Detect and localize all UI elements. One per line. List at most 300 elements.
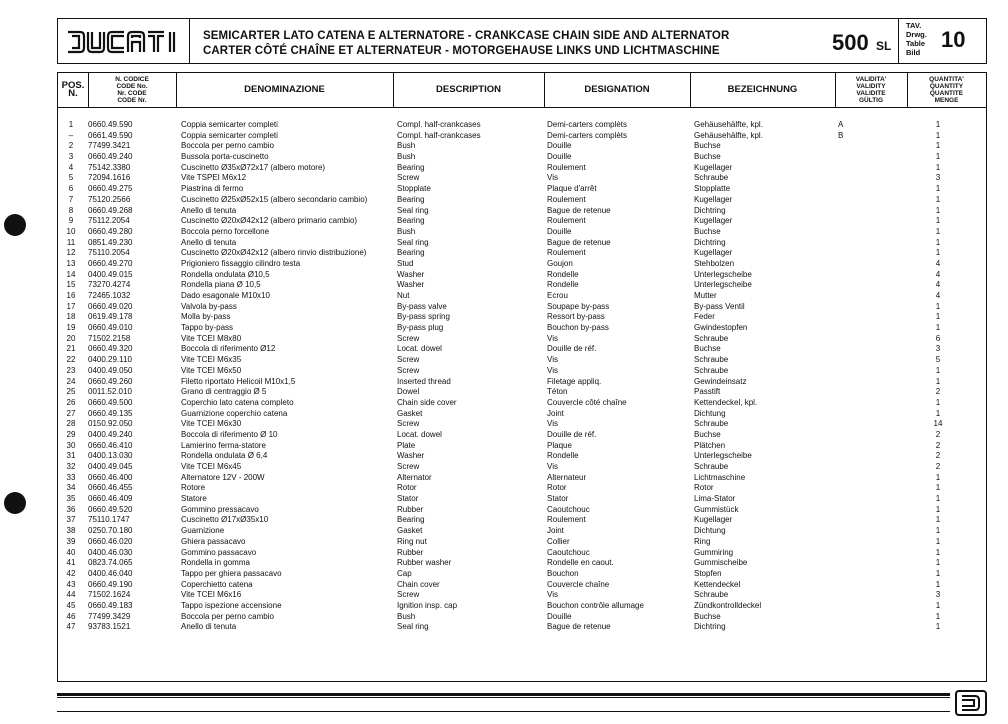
- row-quantity: 1: [935, 130, 941, 140]
- row-designation: Alternateur: [547, 472, 587, 482]
- row-quantity: 1: [935, 376, 941, 386]
- column-header-validity-line: VALIDITA': [855, 76, 887, 83]
- row-bezeichnung: Gummischeibe: [694, 558, 748, 568]
- row-bezeichnung: Schraube: [694, 462, 729, 471]
- column-header-validity-line: VALIDITE: [856, 90, 886, 97]
- row-quantity: 1: [935, 301, 941, 311]
- row-bezeichnung: Dichtung: [694, 408, 726, 418]
- table-row: [58, 238, 986, 249]
- model-suffix: SL: [876, 39, 892, 53]
- row-bezeichnung: Schraube: [694, 333, 729, 343]
- row-designation: Vis: [547, 590, 558, 600]
- row-code: 0660.46.020: [88, 536, 133, 546]
- row-quantity: 1: [935, 558, 941, 568]
- row-bezeichnung: Gwindestopfen: [694, 323, 748, 333]
- row-description: Stopplate: [397, 184, 431, 194]
- row-designation: Douille: [547, 611, 572, 621]
- parts-table: [57, 72, 987, 682]
- page-title-line1: SEMICARTER LATO CATENA E ALTERNATORE - CRANKCASE CHAIN SIDE AND ALTERNATOR: [203, 30, 730, 42]
- row-bezeichnung: Gummistück: [694, 504, 739, 514]
- row-description: Washer: [397, 269, 425, 279]
- row-quantity: 4: [935, 280, 941, 290]
- row-pos: 28: [66, 419, 76, 429]
- row-denominazione: Lamierino ferma-statore: [181, 440, 266, 450]
- row-pos: 8: [68, 205, 74, 215]
- row-quantity: 3: [935, 590, 941, 600]
- row-description: Screw: [397, 419, 420, 429]
- column-header-code-line: CODE Nr.: [117, 97, 147, 104]
- row-bezeichnung: Dichtring: [694, 205, 726, 215]
- row-pos: 12: [66, 248, 76, 258]
- row-bezeichnung: Mutter: [694, 291, 717, 300]
- footer-rule: [57, 711, 950, 712]
- row-code: 0823.74.065: [88, 558, 133, 568]
- column-header-pos: [58, 73, 88, 107]
- row-description: Bush: [397, 226, 416, 236]
- row-pos: 38: [66, 526, 76, 536]
- row-description: Rubber washer: [397, 558, 452, 568]
- row-denominazione: Rondella ondulata Ø 6,4: [181, 451, 268, 461]
- row-denominazione: Anello di tenuta: [181, 205, 237, 215]
- row-denominazione: Anello di tenuta: [181, 237, 237, 247]
- table-row: [58, 195, 986, 206]
- row-description: Dowel: [397, 387, 420, 397]
- ducati-d-icon-graphic: [955, 690, 987, 716]
- row-description: Screw: [397, 355, 420, 365]
- row-designation: Rondelle: [547, 451, 579, 461]
- row-code: 0400.46.030: [88, 547, 133, 557]
- row-quantity: 2: [935, 451, 941, 461]
- header-divider: [898, 19, 899, 63]
- row-pos: 10: [66, 226, 76, 236]
- row-description: Washer: [397, 451, 425, 461]
- row-denominazione: Cuscinetto Ø20xØ42x12 (albero rinvio distribuzione): [181, 248, 367, 258]
- row-designation: Vis: [547, 173, 558, 183]
- table-row: [58, 366, 986, 377]
- row-quantity: 2: [935, 462, 941, 471]
- row-designation: Vis: [547, 333, 558, 343]
- row-pos: 32: [66, 462, 76, 471]
- row-code: 0660.49.268: [88, 205, 133, 215]
- row-bezeichnung: Kugellager: [694, 194, 733, 204]
- row-code: 73270.4274: [88, 280, 131, 290]
- row-code: 0660.49.190: [88, 579, 133, 589]
- row-denominazione: Gommino passacavo: [181, 547, 257, 557]
- row-designation: Douille: [547, 226, 572, 236]
- row-description: Locat. dowel: [397, 344, 442, 354]
- row-quantity: 1: [935, 141, 941, 151]
- row-code: 77499.3421: [88, 141, 131, 151]
- column-header-validity-line: VALIDITY: [856, 83, 886, 90]
- row-bezeichnung: Plätchen: [694, 440, 726, 450]
- row-denominazione: Statore: [181, 494, 207, 504]
- row-pos: 35: [66, 494, 76, 504]
- table-row: [58, 173, 986, 184]
- column-header-quantity-line: QUANTITY: [929, 83, 964, 90]
- row-quantity: 1: [935, 323, 941, 333]
- row-quantity: 1: [935, 483, 941, 493]
- row-designation: Rondelle en caout.: [547, 558, 614, 568]
- row-denominazione: Anello di tenuta: [181, 622, 237, 632]
- row-code: 0619.49.178: [88, 312, 133, 322]
- punch-hole: [4, 492, 26, 514]
- row-designation: Bouchon contrôle allumage: [547, 600, 644, 610]
- row-pos: 4: [68, 162, 74, 172]
- row-description: Bearing: [397, 194, 425, 204]
- row-designation: Roulement: [547, 248, 586, 258]
- row-code: 0660.49.183: [88, 600, 133, 610]
- row-bezeichnung: Schraube: [694, 365, 729, 375]
- column-header-quantity-line: QUANTITE: [929, 90, 964, 97]
- row-code: 0660.49.020: [88, 301, 133, 311]
- table-row: [58, 302, 986, 313]
- column-header-code-line: Nr. CODE: [117, 90, 147, 97]
- row-denominazione: Guarnizione coperchio catena: [181, 408, 288, 418]
- model-number: 500: [832, 30, 869, 55]
- row-quantity: 1: [935, 397, 941, 407]
- table-row: [58, 206, 986, 217]
- table-row: [58, 462, 986, 473]
- row-description: Bearing: [397, 162, 425, 172]
- row-code: 71502.2158: [88, 333, 131, 343]
- table-row: [58, 355, 986, 366]
- row-bezeichnung: Schraube: [694, 173, 729, 183]
- row-denominazione: Rondella piana Ø 10,5: [181, 280, 261, 290]
- table-row: [58, 131, 986, 142]
- row-pos: 18: [66, 312, 76, 322]
- table-row: [58, 526, 986, 537]
- table-label-bild: Bild: [906, 48, 921, 57]
- row-pos: 39: [66, 536, 76, 546]
- row-bezeichnung: Feder: [694, 312, 715, 322]
- row-description: Stud: [397, 258, 414, 268]
- row-quantity: 1: [935, 515, 941, 525]
- row-description: Bearing: [397, 248, 425, 258]
- column-header-description: [393, 73, 544, 107]
- row-designation: Caoutchouc: [547, 547, 590, 557]
- row-code: 75142.3380: [88, 162, 131, 172]
- column-header-label: DESCRIPTION: [436, 84, 501, 95]
- row-code: 0661.49.590: [88, 130, 133, 140]
- row-code: 0400.46.040: [88, 568, 133, 578]
- row-bezeichnung: Buchse: [694, 611, 721, 621]
- row-pos: 27: [66, 408, 76, 418]
- row-description: By-pass plug: [397, 323, 444, 333]
- column-header-validity-line: GÜLTIG: [858, 97, 884, 104]
- row-pos: 5: [68, 173, 74, 183]
- row-description: Bearing: [397, 216, 425, 226]
- row-pos: 31: [66, 451, 76, 461]
- row-bezeichnung: Buchse: [694, 152, 721, 162]
- header-divider: [189, 19, 190, 63]
- table-row: [58, 601, 986, 612]
- row-pos: 14: [66, 269, 76, 279]
- column-header-code: [88, 73, 176, 107]
- row-denominazione: Boccola perno forcellone: [181, 226, 270, 236]
- row-denominazione: Cuscinetto Ø25xØ52x15 (albero secondario cambio): [181, 194, 368, 204]
- table-row: [58, 398, 986, 409]
- column-header-label: DENOMINAZIONE: [244, 84, 325, 95]
- row-description: Rotor: [397, 483, 417, 493]
- row-bezeichnung: Unterlegscheibe: [694, 269, 752, 279]
- row-code: 0851.49.230: [88, 237, 133, 247]
- row-designation: Ecrou: [547, 291, 568, 300]
- row-description: Gasket: [397, 408, 423, 418]
- row-description: Chain cover: [397, 579, 440, 589]
- row-quantity: 1: [935, 579, 941, 589]
- row-description: Seal ring: [397, 237, 429, 247]
- row-denominazione: Tappo per ghiera passacavo: [181, 568, 282, 578]
- table-row: [58, 441, 986, 452]
- row-bezeichnung: Rotor: [694, 483, 714, 493]
- row-description: Screw: [397, 333, 420, 343]
- row-pos: 25: [66, 387, 76, 397]
- row-code: 75110.2054: [88, 248, 130, 258]
- row-bezeichnung: Kettendeckel, kpl.: [694, 397, 758, 407]
- row-code: 75120.2566: [88, 194, 131, 204]
- row-quantity: 1: [935, 216, 941, 226]
- row-bezeichnung: Schraube: [694, 419, 729, 429]
- row-pos: 19: [66, 323, 76, 333]
- row-quantity: 1: [935, 622, 941, 632]
- row-designation: Bouchon by-pass: [547, 323, 609, 333]
- column-header-pos-line: N.: [68, 88, 78, 99]
- row-pos: 13: [66, 258, 76, 268]
- row-designation: Couvercle côté chaîne: [547, 397, 627, 407]
- row-description: Compl. half-crankcases: [397, 130, 481, 140]
- row-designation: Filetage appliq.: [547, 376, 602, 386]
- footer-rule: [57, 697, 950, 698]
- row-bezeichnung: Unterlegscheibe: [694, 280, 752, 290]
- row-denominazione: Cuscinetto Ø20xØ42x12 (albero primario cambio): [181, 216, 358, 226]
- table-row: [58, 377, 986, 388]
- row-denominazione: Rondella ondulata Ø10,5: [181, 269, 270, 279]
- row-quantity: 1: [935, 365, 941, 375]
- table-row: [58, 537, 986, 548]
- column-header-pos-line: POS.: [61, 80, 85, 91]
- row-denominazione: Boccola per perno cambio: [181, 611, 274, 621]
- row-denominazione: Vite TCEI M6x35: [181, 355, 242, 365]
- row-bezeichnung: Buchse: [694, 226, 721, 236]
- table-row: [58, 622, 986, 633]
- row-designation: Bague de retenue: [547, 622, 611, 632]
- row-validity: B: [838, 130, 844, 140]
- column-header-code-line: CODE No.: [116, 83, 148, 90]
- row-description: By-pass valve: [397, 301, 447, 311]
- row-quantity: 1: [935, 568, 941, 578]
- column-header-designation: [544, 73, 690, 107]
- row-bezeichnung: Gehäusehälfte, kpl.: [694, 130, 763, 140]
- table-row: [58, 483, 986, 494]
- row-denominazione: Coppia semicarter completi: [181, 120, 278, 129]
- row-code: 0400.49.045: [88, 462, 133, 471]
- ducati-logo: [66, 28, 182, 56]
- row-bezeichnung: Buchse: [694, 429, 721, 439]
- row-bezeichnung: By-pass Ventil: [694, 301, 745, 311]
- table-label-tav: TAV.: [906, 21, 922, 30]
- row-description: Ignition insp. cap: [397, 600, 458, 610]
- table-row: [58, 248, 986, 259]
- table-row: [58, 569, 986, 580]
- row-description: Locat. dowel: [397, 429, 442, 439]
- row-designation: Rondelle: [547, 269, 579, 279]
- row-quantity: 1: [935, 152, 941, 162]
- row-quantity: 14: [933, 419, 943, 429]
- row-bezeichnung: Unterlegscheibe: [694, 451, 752, 461]
- row-pos: 29: [66, 429, 76, 439]
- row-quantity: 2: [935, 429, 941, 439]
- row-pos: 1: [68, 120, 74, 129]
- row-designation: Joint: [547, 526, 564, 536]
- row-quantity: 2: [935, 440, 941, 450]
- row-quantity: 1: [935, 472, 941, 482]
- row-description: Bush: [397, 611, 416, 621]
- row-description: Cap: [397, 568, 412, 578]
- row-bezeichnung: Kugellager: [694, 248, 733, 258]
- row-code: 0660.49.270: [88, 258, 133, 268]
- table-row: [58, 505, 986, 516]
- row-code: 0660.49.320: [88, 344, 133, 354]
- row-bezeichnung: Kugellager: [694, 216, 733, 226]
- row-bezeichnung: Buchse: [694, 344, 721, 354]
- row-denominazione: Dado esagonale M10x10: [181, 291, 270, 300]
- row-code: 0400.29.110: [88, 355, 132, 365]
- row-designation: Goujon: [547, 258, 573, 268]
- row-quantity: 1: [935, 237, 941, 247]
- row-quantity: 1: [935, 184, 941, 194]
- table-row: [58, 291, 986, 302]
- row-quantity: 4: [935, 291, 941, 300]
- row-designation: Téton: [547, 387, 568, 397]
- row-pos: 30: [66, 440, 76, 450]
- table-label-drwg: Drwg.: [906, 30, 927, 39]
- row-description: Compl. half-crankcases: [397, 120, 481, 129]
- row-code: 0400.13.030: [88, 451, 133, 461]
- row-code: 0400.49.015: [88, 269, 133, 279]
- column-header-validity: [835, 73, 907, 107]
- row-quantity: 1: [935, 162, 941, 172]
- row-bezeichnung: Lima-Stator: [694, 494, 736, 504]
- row-designation: Douille: [547, 152, 572, 162]
- row-quantity: 1: [935, 526, 941, 536]
- table-row: [58, 430, 986, 441]
- row-bezeichnung: Zündkontrolldeckel: [694, 600, 762, 610]
- row-denominazione: Cuscinetto Ø17xØ35x10: [181, 515, 269, 525]
- row-pos: 43: [66, 579, 76, 589]
- row-denominazione: Rotore: [181, 483, 206, 493]
- row-code: 0660.49.520: [88, 504, 133, 514]
- row-pos: 42: [66, 568, 76, 578]
- row-quantity: 4: [935, 269, 941, 279]
- row-denominazione: Coppia semicarter completi: [181, 130, 278, 140]
- row-denominazione: Vite TCEI M6x16: [181, 590, 242, 600]
- row-pos: 17: [66, 301, 76, 311]
- row-denominazione: Rondella in gomma: [181, 558, 250, 568]
- row-designation: Douille: [547, 141, 572, 151]
- column-header-label: DESIGNATION: [584, 84, 650, 95]
- row-description: Plate: [397, 440, 416, 450]
- row-pos: –: [68, 130, 74, 140]
- table-row: [58, 344, 986, 355]
- table-row: [58, 259, 986, 270]
- row-code: 75110.1747: [88, 515, 130, 525]
- ducati-logo-graphic: [66, 28, 182, 56]
- row-designation: Douille de réf.: [547, 344, 597, 354]
- row-pos: 40: [66, 547, 76, 557]
- table-row: [58, 473, 986, 484]
- row-pos: 37: [66, 515, 76, 525]
- row-denominazione: Valvola by-pass: [181, 301, 237, 311]
- row-code: 0660.49.500: [88, 397, 133, 407]
- row-denominazione: Piastrina di fermo: [181, 184, 244, 194]
- row-bezeichnung: Stopplatte: [694, 184, 731, 194]
- row-bezeichnung: Schraube: [694, 590, 729, 600]
- row-pos: 36: [66, 504, 76, 514]
- row-designation: Vis: [547, 419, 558, 429]
- row-pos: 47: [66, 622, 76, 632]
- row-description: Bearing: [397, 515, 425, 525]
- row-code: 75112.2054: [88, 216, 130, 226]
- row-bezeichnung: Dichtring: [694, 622, 726, 632]
- row-pos: 45: [66, 600, 76, 610]
- row-designation: Roulement: [547, 216, 586, 226]
- table-label-table: Table: [906, 39, 926, 48]
- row-denominazione: Prigioniero fissaggio cilindro testa: [181, 258, 301, 268]
- row-denominazione: Alternatore 12V - 200W: [181, 472, 265, 482]
- row-validity: A: [838, 120, 844, 129]
- row-designation: Joint: [547, 408, 564, 418]
- row-designation: Demi-carters complèts: [547, 120, 628, 129]
- row-pos: 44: [66, 590, 76, 600]
- table-row: [58, 548, 986, 559]
- row-pos: 34: [66, 483, 76, 493]
- row-code: 0250.70.180: [88, 526, 133, 536]
- row-designation: Vis: [547, 365, 558, 375]
- row-description: Screw: [397, 462, 420, 471]
- row-designation: Bague de retenue: [547, 205, 611, 215]
- row-bezeichnung: Ring: [694, 536, 711, 546]
- row-pos: 15: [66, 280, 76, 290]
- row-pos: 41: [66, 558, 76, 568]
- table-row: [58, 184, 986, 195]
- row-quantity: 1: [935, 120, 941, 129]
- ducati-d-icon: [955, 690, 987, 716]
- row-designation: Caoutchouc: [547, 504, 590, 514]
- row-description: Seal ring: [397, 622, 429, 632]
- row-description: Ring nut: [397, 536, 427, 546]
- table-row: [58, 515, 986, 526]
- table-number: 10: [941, 27, 966, 52]
- row-designation: Douille de réf.: [547, 429, 597, 439]
- footer-rule: [57, 693, 950, 696]
- row-denominazione: Vite TCEI M6x45: [181, 462, 242, 471]
- row-designation: Vis: [547, 462, 558, 471]
- row-description: Bush: [397, 141, 416, 151]
- column-header-denominazione: [176, 73, 393, 107]
- row-code: 0660.49.010: [88, 323, 133, 333]
- table-row: [58, 270, 986, 281]
- row-description: Rubber: [397, 504, 424, 514]
- page-title-line2: CARTER CÔTÉ CHAÎNE ET ALTERNATEUR - MOTORGEHAUSE LINKS UND LICHTMASCHINE: [203, 45, 720, 57]
- row-quantity: 3: [935, 344, 941, 354]
- row-designation: Plaque d'arrêt: [547, 184, 597, 194]
- row-code: 0660.46.455: [88, 483, 133, 493]
- row-description: Screw: [397, 173, 420, 183]
- row-quantity: 1: [935, 611, 941, 621]
- row-description: Screw: [397, 365, 420, 375]
- row-pos: 7: [68, 194, 74, 204]
- table-row: [58, 280, 986, 291]
